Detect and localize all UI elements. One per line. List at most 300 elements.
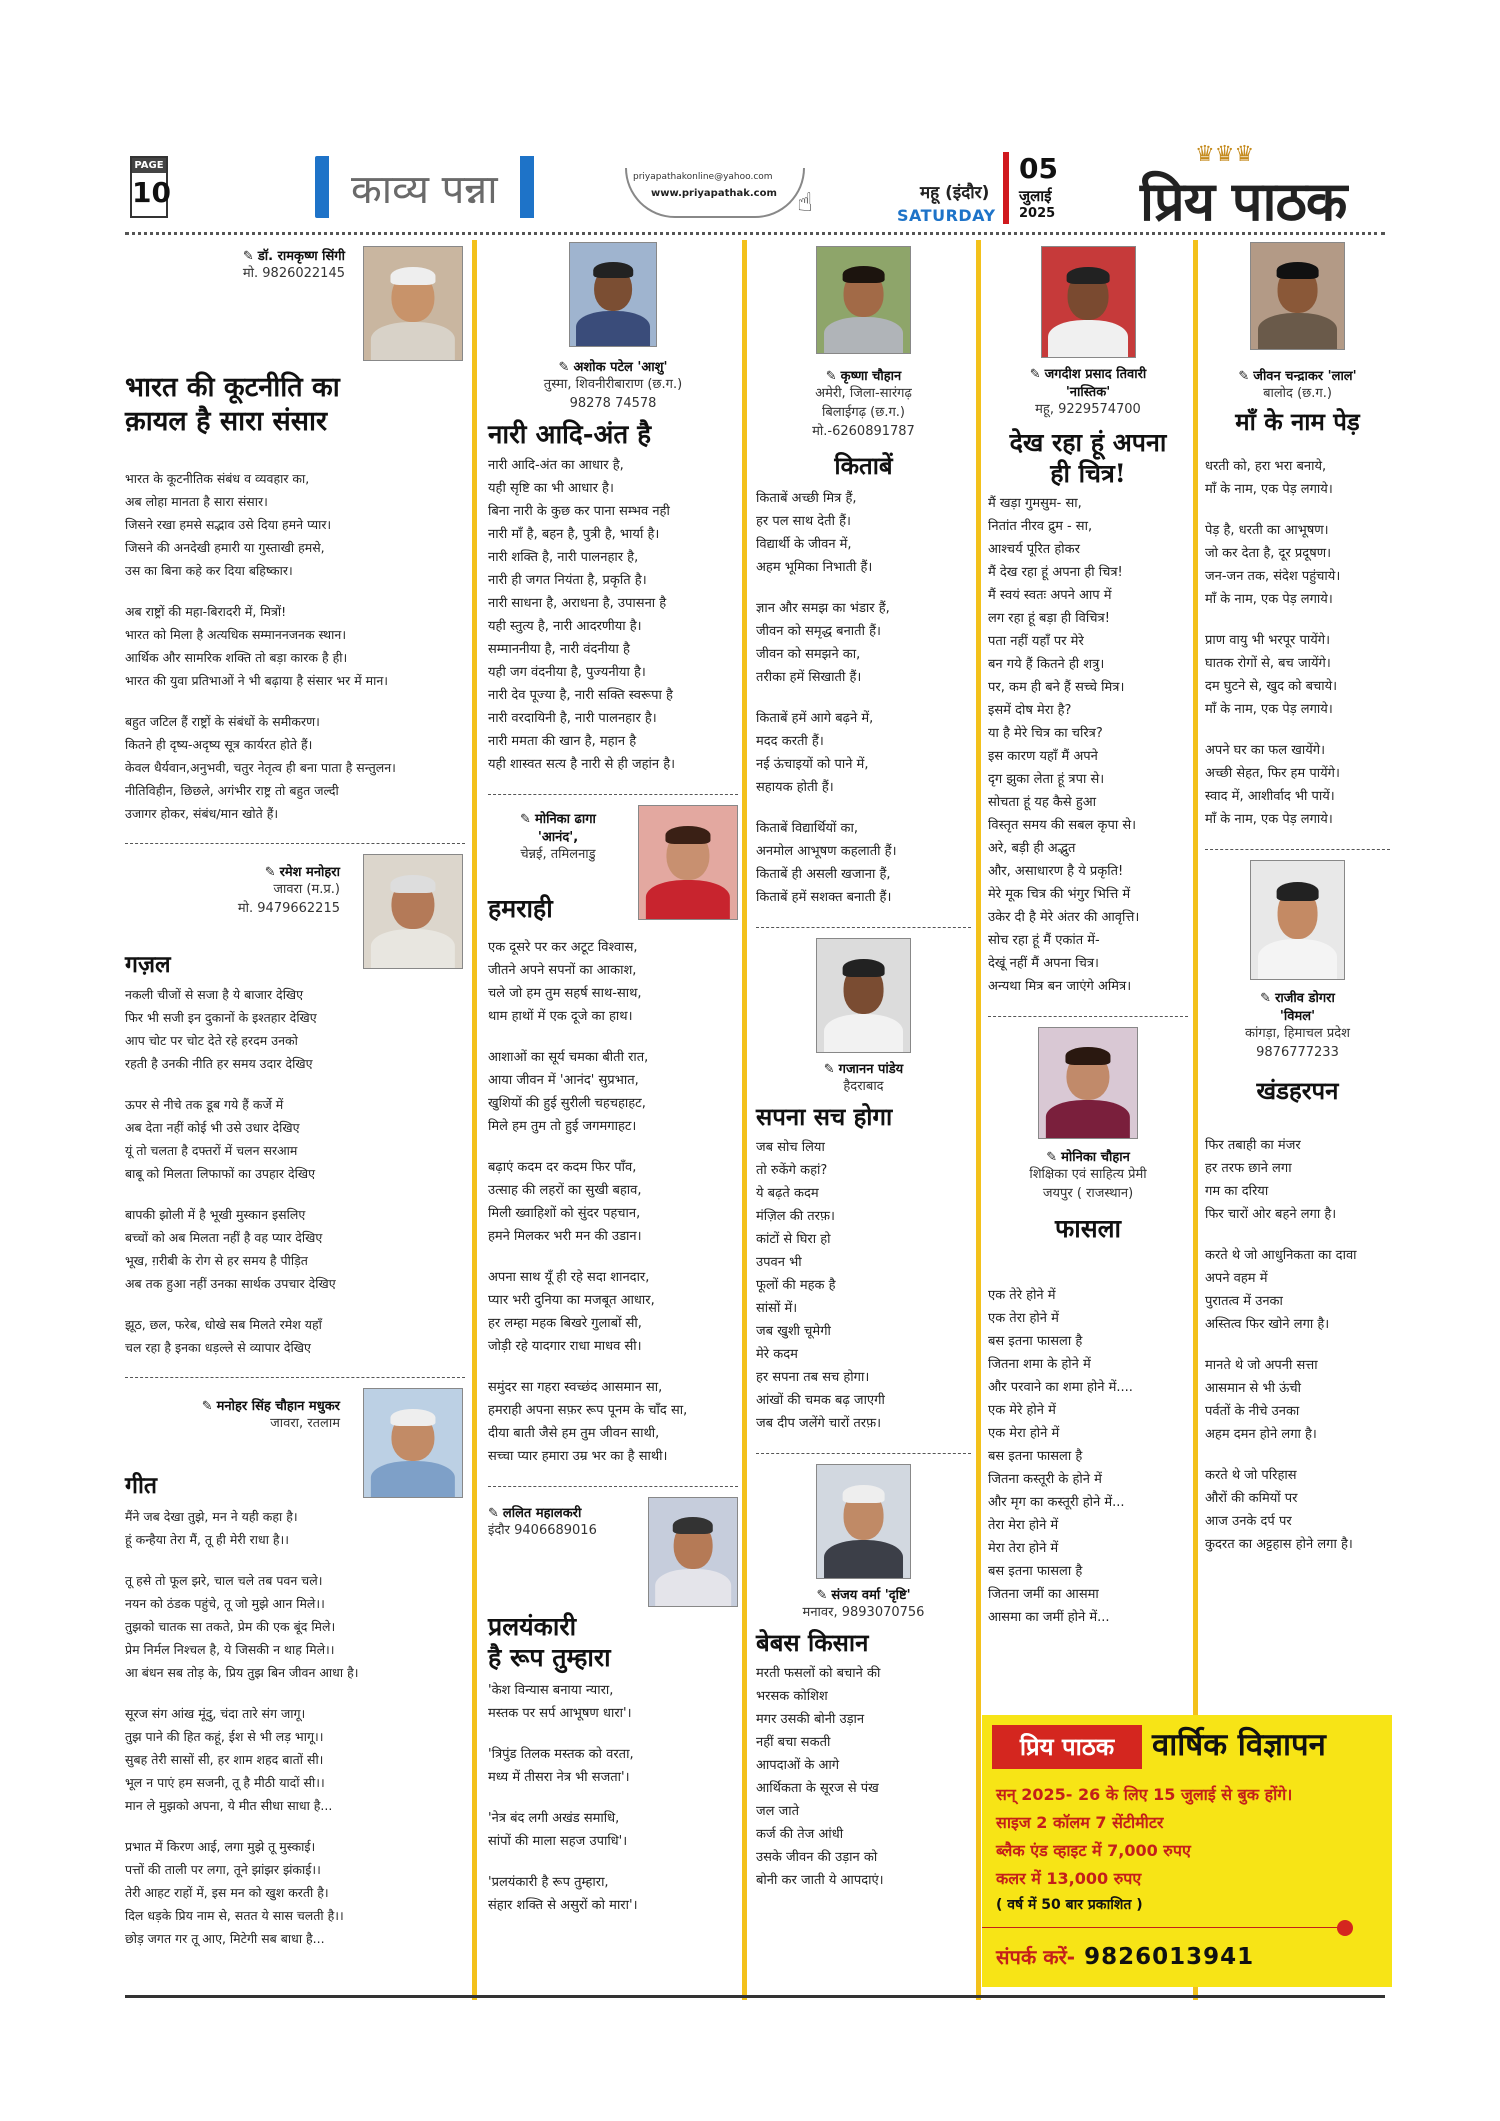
author-photo [363,854,463,969]
poem-line: थाम हाथों में एक दूजे का हाथ। [488,1008,633,1024]
poem-line: मरती फसलों को बचाने की [756,1666,881,1681]
author-name: ललित महालकरी [502,1505,582,1521]
poem-line: फूलों की महक है [756,1278,836,1293]
poem-line: माँ के नाम, एक पेड़ लगाये। [1205,482,1333,497]
poem-title: नारी आदि-अंत है [488,420,652,450]
poem-line: अन्यथा मित्र बन जाएंगे अमित्र। [988,978,1132,994]
poem-line: किताबें हमें आगे बढ़ने में, [756,711,874,726]
poem-title: सपना सच होगा [756,1102,893,1131]
poem-line: छोड़ जगत गर तू आए, मिटेगी सब बाधा है... [125,1931,325,1946]
bracket-right [520,156,534,218]
author-place: इंदौर [488,1522,510,1538]
poem-line: एक मेरा होने में [988,1425,1060,1441]
poem-line: किताबें हमें सशक्त बनाती हैं। [756,890,892,905]
author-mobile: मो.-6260891787 [812,424,915,439]
poem-line: नारी ही जगत नियंता है, प्रकृति है। [488,572,647,588]
divider [125,843,465,844]
poem-line: संहार शक्ति से असुरों को मारा'। [488,1898,638,1913]
stanza [125,1569,465,1684]
poem-line: आसमा का जमीं होने में... [988,1609,1110,1625]
poem-line: प्रेम निर्मल निश्चल है, ये जिसकी न थाह मिले।। [125,1642,335,1657]
poem-line: आपदाओं के आगे [756,1758,840,1773]
poem-line: जीवन को समृद्ध बनाती हैं। [756,624,881,639]
poem-line: बिना नारी के कुछ कर पाना सम्भव नही [488,503,670,519]
ad-contact[interactable] [996,1943,1254,1970]
stanza [756,707,971,799]
author-photo [816,1464,911,1579]
ad-note: ( वर्ष में 50 बार प्रकाशित ) [996,1897,1143,1913]
poem-line: यही शास्वत सत्य है नारी से ही जहांन है। [488,756,676,772]
poem-line: पत्तों की ताली पर लगा, तूने झांझर झंकाई।। [125,1862,321,1877]
author-name: संजय वर्मा 'दृष्टि' [831,1588,911,1603]
stanza [488,936,738,1028]
poem-line: नितांत नीरव द्रुम - सा, [988,518,1093,534]
stanza [488,454,738,776]
stanza [1205,629,1390,721]
masthead-crown-icon: ♛♛♛ [1195,142,1255,167]
poem-line: आंखों की चमक बढ़ जाएगी [756,1393,885,1408]
stanza [488,1679,738,1725]
poem-line: नीतिविहीन, छिछले, अगंभीर राष्ट्र तो बहुत जल्दी [125,782,339,798]
ad-phone-number[interactable]: 9826013941 [1084,1944,1255,1970]
poem-body [488,1679,738,1917]
column-3 [756,240,971,1910]
ad-dot [1337,1920,1353,1936]
poem-line: एक दूसरे पर कर अटूट विश्वास, [488,939,638,955]
pen-icon: ✎ [558,360,570,375]
poem-line: अब लोहा मानता है सारा संसार। [125,493,268,509]
poem-line: आर्थिक और सामरिक शक्ति तो बड़ा कारक है ही। [125,649,348,665]
poem-line: नयन को ठंडक पहुंचे, तू जो मुझे आन मिले।। [125,1596,325,1611]
stanza [488,1376,738,1468]
poem-line: हर लम्हा महक बिखरे गुलाबों सी, [488,1315,642,1331]
author-name: मोनिका चौहान [1061,1149,1130,1165]
date-day: 05 [1019,152,1058,185]
stanza [988,1284,1188,1629]
poem-line: जिसने की अनदेखी हमारी या गुस्ताखी हमसे, [125,539,325,555]
poem-title: गज़ल [125,950,171,978]
poem-line: खुशियों की हुई सुरीली चहचहाहट, [488,1095,646,1111]
stanza [488,1156,738,1248]
author-mobile: 9876777233 [1256,1045,1339,1060]
pen-icon: ✎ [816,1588,828,1603]
stanza [756,817,971,909]
author-photo [363,246,463,361]
poem-body [125,1505,465,1950]
poem-line: आया जीवन में 'आनंद' सुप्रभात, [488,1072,639,1088]
stanza [988,492,1188,998]
poem-line: चले जो हम तुम सहर्ष साथ-साथ, [488,985,642,1001]
page-label: PAGE [132,158,166,173]
author-place: जावरा (म.प्र.) [273,881,340,897]
poem-line: एक तेरा होने में [988,1310,1059,1326]
poem-line: कांटों से घिरा हो [756,1232,831,1247]
poem-line: लग रहा हूं बड़ा ही विचित्र! [988,610,1110,626]
poem-line: पर, कम ही बने हैं सच्चे मित्र। [988,679,1125,695]
stanza [1205,739,1390,831]
column-rule [742,240,747,2000]
ad-line: ब्लैक एंड व्हाइट में 7,000 रुपए [996,1841,1191,1860]
poem-line: सम्माननीया है, नारी वंदनीया है [488,641,630,657]
poem-line: तो रुकेंगे कहां? [756,1163,828,1178]
author-name: जगदीश प्रसाद तिवारी [1044,367,1147,382]
poem-body [488,936,738,1468]
poem-body [125,983,465,1359]
poem-line: जीवन को समझने का, [756,647,861,662]
poem-line: करते थे जो आधुनिकता का दावा [1205,1248,1357,1263]
stanza [125,1702,465,1817]
author-photo [1250,242,1345,350]
poem-line: जब सोच लिया [756,1140,825,1155]
bracket-left [315,156,329,218]
poem-line: जितना कस्तूरी के होने में [988,1471,1102,1487]
author-mobile: 9406689016 [514,1522,597,1538]
author-name: गजानन पांडेय [838,1062,904,1077]
poem-body [488,454,738,776]
poem-line: आर्थिकता के सूरज से पंख [756,1781,879,1796]
poem-line: अस्तित्व फिर खोने लगा है। [1205,1317,1330,1332]
pen-icon: ✎ [1238,369,1250,384]
poem-line: और परवाने का शमा होने में.... [988,1379,1133,1395]
poem-body [1205,1134,1390,1556]
author-place: जावरा, रतलाम [270,1416,340,1432]
poem-line: देखूं नहीं मैं अपना चित्र। [988,955,1099,971]
poem-line: फिर भी सजी इन दुकानों के इश्तहार देखिए [125,1010,317,1026]
poem-line: कर्ज की तेज आंधी [756,1827,844,1842]
poem-line: मेरे कदम [756,1347,798,1362]
poem-line: अरे, बड़ी ही अद्भुत [988,840,1076,856]
ad-line: साइज 2 कॉलम 7 सेंटीमीटर [996,1813,1164,1832]
poem-line: यूं तो चलता है दफ्तरों में चलन सरआम [125,1143,298,1159]
poem-line: बच्चों को अब मिलता नहीं है वह प्यार देखिए [125,1230,323,1246]
poem-line: नारी देव पूज्या है, नारी सक्ति स्वरूपा है [488,687,673,703]
poem-title: भारत की कूटनीति का क़ायल है सारा संसार [125,372,340,437]
pointing-hand-icon: ☝ [797,188,813,218]
poem-line: घातक रोगों से, बच जायेंगे। [1205,656,1331,671]
author-photo [816,246,911,354]
poem-line: नारी ममता की खान है, महान है [488,733,637,749]
poem-line: बापकी झोली में है भूखी मुस्कान इसलिए [125,1207,306,1223]
poem-body [756,1136,971,1435]
poem-line: 'केश विन्यास बनाया न्यारा, [488,1683,614,1698]
poem-body [988,1284,1188,1629]
poem-line: मैं स्वयं स्वतः अपने आप में [988,587,1112,603]
poem-line: मंज़िल की तरफ़। [756,1209,835,1224]
poem-line: जन-जन तक, संदेश पहुंचाये। [1205,569,1341,584]
poem-line: फिर चारों ओर बहने लगा है। [1205,1207,1337,1222]
poem-line: यही स्तुत्य है, नारी आदरणीया है। [488,618,642,634]
poem-line: चल रहा है इनका धड़ल्ले से व्यापार देखिए [125,1340,311,1356]
poem-line: सच्चा प्यार हमारा उम्र भर का है साथी। [488,1448,668,1464]
pen-icon: ✎ [488,1505,499,1521]
poem-line: बढ़ाएं कदम दर कदम फिर पाँव, [488,1159,637,1175]
stanza [756,1662,971,1892]
poem-line: माँ के नाम, एक पेड़ लगाये। [1205,592,1333,607]
divider [1205,849,1390,850]
poem-title: खंडहरपन [1256,1076,1339,1105]
stanza [125,1835,465,1950]
stanza [1205,519,1390,611]
poem-line: हमराही अपना सफ़र रूप पूनम के चाँद सा, [488,1402,688,1418]
ad-brand: प्रिय पाठक [992,1725,1142,1769]
poem-line: नारी वरदायिनी है, नारी पालनहार है। [488,710,657,726]
page-number-badge [130,156,171,218]
stanza [756,487,971,579]
author-name: राजीव डोगरा [1275,991,1335,1006]
date-year: 2025 [1019,206,1056,221]
author-place: महू, [1035,402,1054,417]
author-pen-name: 'विमल' [1279,1009,1316,1024]
poem-line: सहायक होती हैं। [756,780,834,795]
poem-line: नई ऊंचाइयों को पाने में, [756,757,869,772]
poem-line: आश्चर्य पूरित होकर [988,541,1080,557]
poem-title: किताबें [834,451,893,480]
poem-line: माँ के नाम, एक पेड़ लगाये। [1205,812,1333,827]
pen-icon: ✎ [825,369,837,384]
website-link[interactable]: www.priyapathak.com [651,188,777,199]
poem-line: जो कर देता है, दूर प्रदूषण। [1205,546,1332,561]
poem-title: गीत [125,1472,158,1500]
poem-line: कितने ही दृष्य-अदृष्य सूत्र कार्यरत होते हैं। [125,736,313,752]
poem-line: बस इतना फासला है [988,1448,1083,1464]
poem-line: बाबू को मिलता लिफाफों का उपहार देखिए [125,1166,315,1182]
divider [488,1486,738,1487]
stanza [756,1136,971,1435]
poem-line: किताबें अच्छी मित्र हैं, [756,491,857,506]
email-address[interactable]: priyapathakonline@yahoo.com [633,172,773,182]
page-header [125,142,1385,233]
divider [756,1453,971,1454]
author-place: चेन्नई, तमिलनाडु [520,846,596,862]
column-4 [988,240,1188,1647]
publication-place: महू (इंदौर) [920,183,990,203]
poem-line: सांपों की माला सहज उपाधि'। [488,1834,628,1849]
author-name: रमेश मनोहरा [279,864,340,880]
poem-line: जितना शमा के होने में [988,1356,1091,1372]
poem-line: मेरा तेरा होने में [988,1540,1059,1556]
weekday: SATURDAY [897,206,996,225]
poem-line: अपने वहम में [1205,1271,1268,1286]
pen-icon: ✎ [823,1062,835,1077]
poem-line: अनमोल आभूषण कहलाती हैं। [756,844,897,859]
divider [488,794,738,795]
ad-contact-label: संपर्क करें- [996,1945,1076,1969]
poem-line: गम का दरिया [1205,1184,1269,1199]
poem-line: मान ले मुझको अपना, ये मीत सीधा साधा है... [125,1798,333,1813]
poem-line: नारी साधना है, अराधना है, उपासना है [488,595,667,611]
poem-line: दृग झुका लेता हूं त्रपा से। [988,771,1105,787]
poem-line: मैं खड़ा गुमसुम- सा, [988,495,1082,511]
author-photo [648,1497,738,1607]
poem-line: और मृग का कस्तूरी होने में... [988,1494,1125,1510]
poem-body [756,487,971,909]
poem-line: आसमान से भी ऊंची [1205,1381,1301,1396]
author-mobile: 98278 74578 [569,396,657,411]
stanza [1205,1464,1390,1556]
poem-line: एक मेरे होने में [988,1402,1056,1418]
poem-line: आज उनके दर्प पर [1205,1514,1292,1529]
poem-line: बोनी कर जाती ये आपदाएं। [756,1873,884,1888]
poem-line: यही सृष्टि का भी आधार है। [488,480,614,496]
poem-line: इस कारण यहाँ मैं अपने [988,748,1098,764]
poem-line: पर्वतों के नीचे उनका [1205,1404,1300,1419]
poem-line: अहम दमन होने लगा है। [1205,1427,1317,1442]
poem-line: बस इतना फासला है [988,1563,1083,1579]
poem-line: सांसों में। [756,1301,798,1316]
author-role: शिक्षिका एवं साहित्य प्रेमी [1029,1166,1147,1182]
poem-line: प्यार भरी दुनिया का मजबूत आधार, [488,1292,655,1308]
poem-line: विद्यार्थी के जीवन में, [756,537,852,552]
poem-line: दीया बाती जैसे हम तुम जीवन साथी, [488,1425,660,1441]
author-name: मोनिका ढागा [534,811,596,827]
poem-line: यही जग वंदनीया है, पुज्यनीया है। [488,664,646,680]
poem-line: झूठ, छल, फरेब, धोखे सब मिलते रमेश यहाँ [125,1317,322,1333]
poem-line: नहीं बचा सकती [756,1735,831,1750]
poem-line: मस्तक पर सर्प आभूषण धारा'। [488,1706,632,1721]
poem-line: जीतने अपने सपनों का आकाश, [488,962,637,978]
author-name: कृष्णा चौहान [840,369,902,384]
poem-line: हर पल साथ देती हैं। [756,514,851,529]
ad-line: सन् 2025- 26 के लिए 15 जुलाई से बुक होंगे। [996,1785,1293,1804]
author-mobile: 9229574700 [1058,402,1141,417]
stanza [125,600,465,692]
pen-icon: ✎ [264,864,276,880]
author-place: तुस्मा, शिवनीरीबाराण (छ.ग.) [543,377,683,392]
poem-line: धरती को, हरा भरा बनाये, [1205,459,1327,474]
poem-line: भारत को मिला है अत्यधिक सम्माननजनक स्थान। [125,626,347,642]
stanza [1205,1354,1390,1446]
poem-line: अपने घर का फल खायेंगे। [1205,743,1326,758]
author-place: कांगड़ा, हिमाचल प्रदेश [1244,1026,1350,1041]
poem-line: सुबह तेरी सासों सी, हर शाम शहद बातों सी। [125,1752,324,1767]
stanza [488,1871,738,1917]
author-mobile: 9893070756 [841,1605,925,1620]
poem-line: किताबें विद्यार्थियों का, [756,821,859,836]
column-rule [976,240,981,2000]
column-2 [488,240,738,1935]
poem-line: नारी माँ है, बहन है, पुत्री है, भार्या है। [488,526,660,542]
poem-line: मिली ख्वाहिशों को सुंदर पहचान, [488,1205,641,1221]
poem-line: एक तेरे होने में [988,1287,1056,1303]
poem-line: तुझको चातक सा तकते, प्रेम की एक बूंद मिले। [125,1619,336,1634]
poem-line: हमने मिलकर भरी मन की उडान। [488,1228,642,1244]
header-dotted-rule [125,232,1385,235]
stanza [125,1505,465,1551]
section-title [315,156,534,218]
poem-line: औरों की कमियों पर [1205,1491,1298,1506]
poem-line: बस इतना फासला है [988,1333,1083,1349]
advertisement-box[interactable] [982,1715,1392,1987]
author-photo [363,1388,463,1498]
poem-line: समुंदर सा गहरा स्वच्छंद आसमान सा, [488,1379,663,1395]
date-month: जुलाई [1019,187,1052,205]
poem-line: मगर उसकी बोनी उड़ान [756,1712,865,1727]
poem-line: उसके जीवन की उड़ान को [756,1850,878,1865]
poem-line: 'प्रलयंकारी है रूप तुम्हारा, [488,1875,609,1890]
poem-line: भारत की युवा प्रतिभाओं ने भी बढ़ाया है संसार भर में मान। [125,672,389,688]
author-pen-name: 'आनंद', [537,829,579,845]
poem-line: जब खुशी चूमेगी [756,1324,831,1339]
stanza [488,1807,738,1853]
pen-icon: ✎ [242,249,254,264]
author-mobile: मो. 9479662215 [237,900,340,916]
author-name: जीवन चन्द्राकर 'लाल' [1253,369,1357,384]
ad-rule [982,1927,1342,1928]
poem-line: पता नहीं यहाँ पर मेरे [988,633,1084,649]
stanza [125,1093,465,1185]
poem-body [988,492,1188,998]
stanza [488,1743,738,1789]
stanza [1205,1134,1390,1226]
stanza [1205,1244,1390,1336]
poem-line: ज्ञान और समझ का भंडार हैं, [756,601,890,616]
author-place: जयपुर ( राजस्थान) [1042,1185,1134,1201]
poem-line: ऊपर से नीचे तक डूब गये हैं कर्जे में [125,1097,284,1113]
poem-line: पुरातत्व में उनका [1205,1294,1283,1309]
poem-line: जितना जमीं का आसमा [988,1586,1099,1602]
poem-line: पेड़ है, धरती का आभूषण। [1205,523,1329,538]
poem-line: तरीका हमें सिखाती हैं। [756,670,862,685]
stanza [488,1266,738,1358]
poem-line: तू हसे तो फूल झरे, चाल चले तब पवन चले। [125,1573,323,1588]
poem-line: किताबें ही असली खजाना हैं, [756,867,891,882]
poem-line: नारी आदि-अंत का आधार है, [488,457,624,473]
author-name: डॉ. रामकृष्ण सिंगी [257,249,345,264]
poem-line: आ बंधन सब तोड़ के, प्रिय तुझ बिन जीवन आधा है। [125,1665,359,1680]
poem-line: बन गये हैं कितने ही शत्रु। [988,656,1105,672]
author-name: अशोक पटेल 'आशु' [573,360,668,375]
contact-box [625,168,805,218]
author-photo [816,938,911,1053]
poem-line: नारी शक्ति है, नारी पालनहार है, [488,549,639,565]
poem-line: जिसने रखा हमसे सद्भाव उसे दिया हमने प्यार। [125,516,332,532]
poem-line: स्वाद में, आशीर्वाद भी पायें। [1205,789,1335,804]
poem-line: कुदरत का अट्टहास होने लगा है। [1205,1537,1353,1552]
author-place: मनावर, [802,1605,838,1620]
poem-body [125,467,465,825]
stanza [488,1046,738,1138]
poem-line: भूल न पाएं हम सजनी, तू है मीठी यादों सी।। [125,1775,325,1790]
poem-line: जब दीप जलेंगे चारों तरफ़। [756,1416,882,1431]
poem-line: मैंने जब देखा तुझे, मन ने यही कहा है। [125,1509,298,1524]
masthead-logo: प्रिय पाठक [1140,169,1347,233]
bottom-rule [125,1995,1385,1998]
poem-line: रहती है उनकी नीति हर समय उदार देखिए [125,1056,313,1072]
page-number: 10 [132,176,171,209]
stanza [756,597,971,689]
poem-line: मिले हम तुम तो हुई जगमगाहट। [488,1118,637,1134]
poem-line: अब देता नहीं कोई भी उसे उधार देखिए [125,1120,300,1136]
poem-line: भरसक कोशिश [756,1689,828,1704]
poem-line: अहम भूमिका निभाती हैं। [756,560,873,575]
poem-title: प्रलयंकारी है रूप तुम्हारा [488,1611,611,1672]
poem-line: ये बढ़ते कदम [756,1186,819,1201]
poem-title: देख रहा हूं अपना ही चित्र! [1009,428,1167,489]
section-title-text: काव्य पन्ना [351,166,498,213]
author-name: मनोहर सिंह चौहान मधुकर [216,1399,340,1415]
poem-line: प्राण वायु भी भरपूर पायेंगे। [1205,633,1331,648]
poem-line: बहुत जटिल हैं राष्ट्रों के संबंधों के समीकरण। [125,713,320,729]
poem-line: इसमें दोष मेरा है? [988,702,1072,718]
stanza [125,710,465,825]
poem-body [1205,455,1390,831]
poem-line: दिल धड़के प्रिय नाम से, सतत ये सास चलती है।। [125,1908,344,1923]
poem-line: 'नेत्र बंद लगी अखंड समाधि, [488,1811,620,1826]
divider [125,1377,465,1378]
column-rule [472,240,477,2000]
poem-line: तुझ पाने की हित कहूं, ईश से भी लड़ भागू।। [125,1729,324,1744]
author-photo [569,242,657,347]
